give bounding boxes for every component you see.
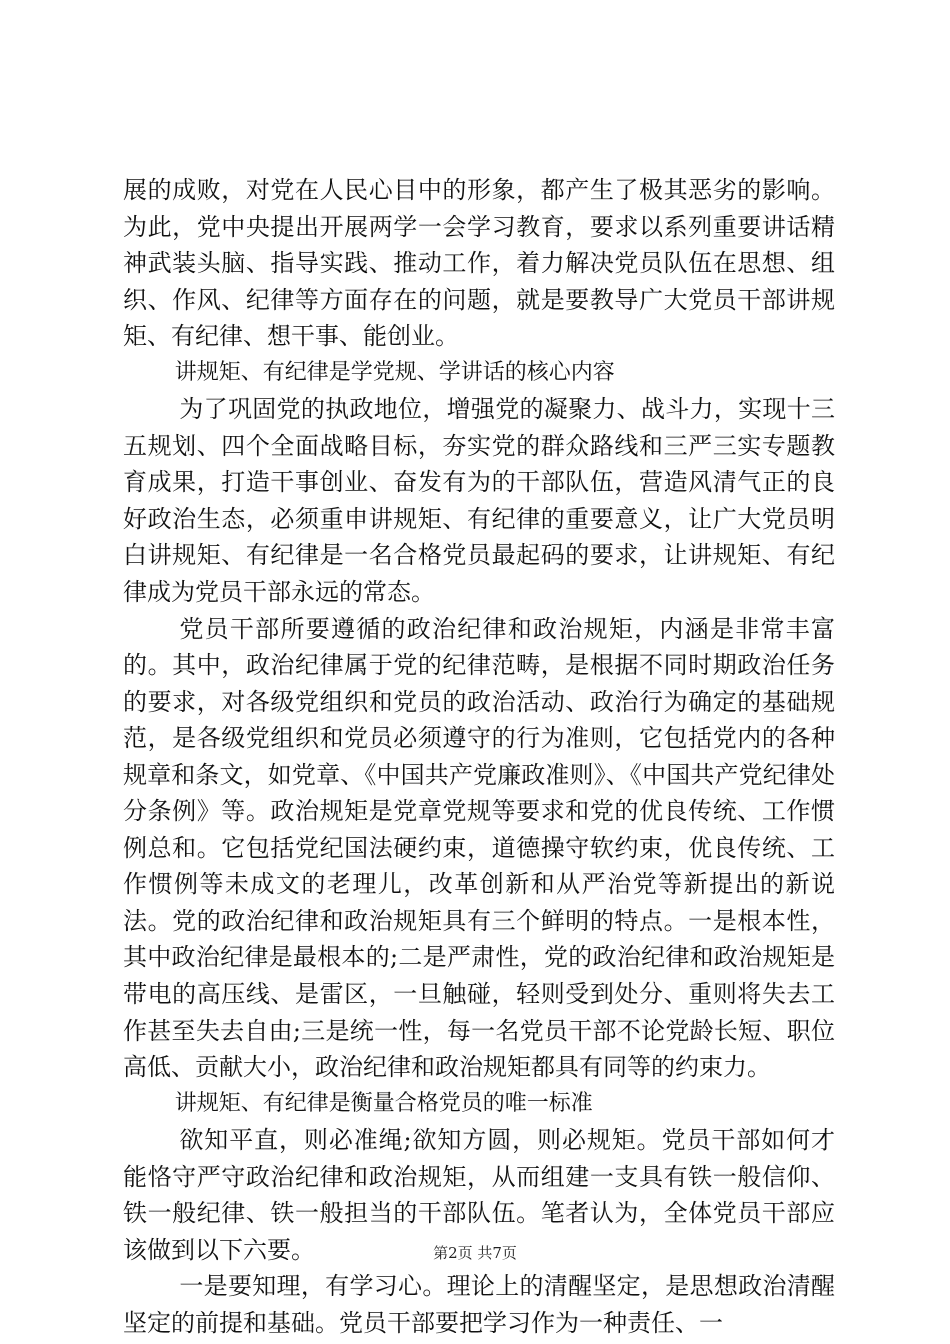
paragraph: 为了巩固党的执政地位，增强党的凝聚力、战斗力，实现十三五规划、四个全面战略目标，夯实党的群众路线和三严三实专题教育成果，打造干事创业、奋发有为的干部队伍，营造风清气正的良好政治生态，必须重申讲规矩、有纪律的重要意义，让广大党员明白讲规矩、有纪律是一名合格党员最起码的要求，让讲规矩、有纪律成为党员干部永远的常态。 — [123, 395, 835, 607]
paragraph: 党员干部所要遵循的政治纪律和政治规矩，内涵是非常丰富的。其中，政治纪律属于党的纪律范畴，是根据不同时期政治任务的要求，对各级党组织和党员的政治活动、政治行为确定的基础规范，是各级党组织和党员必须遵守的行为准则，它包括党内的各种规章和条文，如党章、《中国共产党廉政准则》、《中国共产党纪律处分条例》等。政治规矩是党章党规等要求和党的优良传统、工作惯例总和。它包括党纪国法硬约束，道德操守软约束，优良传统、工作惯例等未成文的老理儿，改革创新和从严治党等新提出的新说法。党的政治纪律和政治规矩具有三个鲜明的特点。一是根本性，其中政治纪律是最根本的;二是严肃性，党的政治纪律和政治规矩是带电的高压线、是雷区，一旦触碰，轻则受到处分、重则将失去工作甚至失去自由;三是统一性，每一名党员干部不论党龄长短、职位高低、贡献大小，政治纪律和政治规矩都具有同等的约束力。 — [123, 614, 835, 1082]
section-heading: 讲规矩、有纪律是衡量合格党员的唯一标准 — [174, 1090, 593, 1116]
page-number-footer: 第2页 共7页 — [433, 1244, 517, 1262]
paragraph: 一是要知理，有学习心。理论上的清醒坚定，是思想政治清醒坚定的前提和基础。党员干部要把学习作为一种责任、一 — [123, 1272, 835, 1337]
section-heading: 讲规矩、有纪律是学党规、学讲话的核心内容 — [174, 359, 615, 385]
document-body — [123, 172, 835, 1342]
paragraph-continuation: 展的成败，对党在人民心目中的形象，都产生了极其恶劣的影响。为此，党中央提出开展两学一会学习教育，要求以系列重要讲话精神武装头脑、指导实践、推动工作，着力解决党员队伍在思想、组织、作风、纪律等方面存在的问题，就是要教导广大党员干部讲规矩、有纪律、想干事、能创业。 — [123, 176, 835, 351]
paragraph: 欲知平直，则必准绳;欲知方圆，则必规矩。党员干部如何才能恪守严守政治纪律和政治规矩，从而组建一支具有铁一般信仰、铁一般纪律、铁一般担当的干部队伍。笔者认为，全体党员干部应该做到以下六要。 — [123, 1126, 835, 1264]
